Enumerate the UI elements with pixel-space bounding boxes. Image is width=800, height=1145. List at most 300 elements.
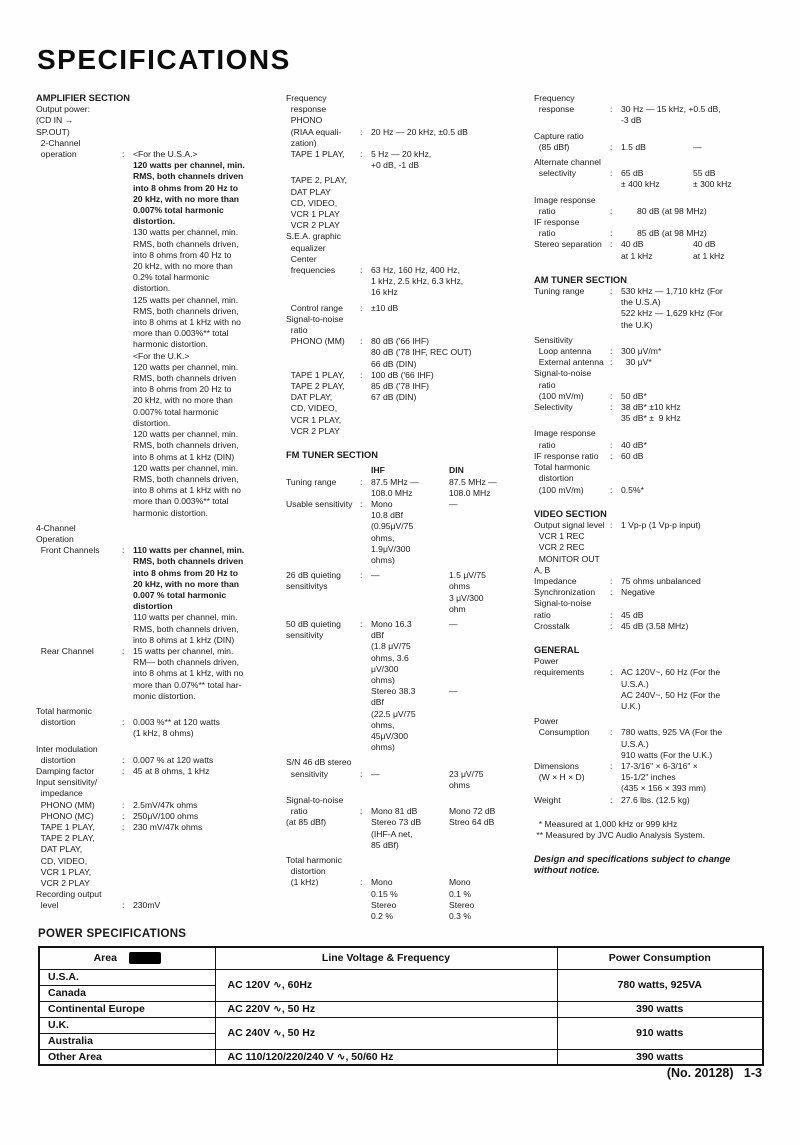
spec-colon: : bbox=[610, 760, 613, 771]
redaction-box bbox=[129, 952, 161, 964]
power-cell: 910 watts bbox=[557, 1017, 763, 1049]
spec-line bbox=[286, 709, 534, 720]
spec-line bbox=[286, 347, 534, 358]
spec-line bbox=[286, 359, 534, 370]
spec-value-din: 55 dB bbox=[693, 168, 716, 179]
spec-line bbox=[36, 788, 286, 799]
spec-value: 110 watts per channel, min. bbox=[133, 545, 245, 556]
spec-line bbox=[36, 579, 286, 590]
spec-line bbox=[36, 717, 286, 728]
spec-label: Operation bbox=[36, 533, 74, 544]
spec-line bbox=[534, 610, 794, 621]
spec-line bbox=[36, 160, 286, 171]
spec-line bbox=[286, 381, 534, 392]
spec-line bbox=[534, 690, 794, 701]
spec-value: dBf bbox=[371, 630, 384, 641]
spec-line bbox=[534, 656, 794, 667]
area-cell: U.K. bbox=[39, 1017, 215, 1033]
spec-line bbox=[36, 171, 286, 182]
spec-line bbox=[36, 463, 286, 474]
spec-line bbox=[36, 844, 286, 855]
spec-value: 80 dB ('78 IHF, REC OUT) bbox=[371, 347, 472, 358]
spec-value-din: 1.5 μV/75 bbox=[449, 570, 486, 581]
spec-value-din: ± 300 kHz bbox=[693, 179, 732, 190]
spec-value: distortion bbox=[133, 601, 173, 612]
spec-value: Negative bbox=[621, 587, 655, 598]
spec-value: into 8 ohms from 20 Hz to bbox=[133, 182, 239, 193]
spec-colon: : bbox=[360, 618, 363, 629]
spec-value: 35 dB* ± 9 kHz bbox=[621, 413, 681, 424]
spec-value-ihf: at 1 kHz bbox=[621, 250, 653, 261]
spec-value-ihf: 0.2 % bbox=[371, 911, 393, 922]
spec-line bbox=[286, 465, 534, 476]
spec-value-ihf: Mono bbox=[371, 498, 393, 509]
spec-line bbox=[286, 555, 534, 566]
power-specifications-table bbox=[38, 946, 764, 1066]
spec-value-din: 87.5 MHz — bbox=[449, 476, 497, 487]
spec-value: RMS, both channels driven, bbox=[133, 473, 239, 484]
spec-line bbox=[286, 855, 534, 866]
spec-value: U.S.A.) bbox=[621, 678, 649, 689]
spec-label: Recording output bbox=[36, 889, 102, 900]
spec-label: ratio bbox=[286, 806, 308, 817]
spec-value-din: Mono 72 dB bbox=[449, 806, 496, 817]
spec-value: the U.K) bbox=[621, 319, 653, 330]
spec-label: level bbox=[36, 900, 59, 911]
spec-colon: : bbox=[122, 545, 125, 556]
spec-line bbox=[534, 380, 794, 391]
spec-label: VCR 1 PLAY, bbox=[36, 866, 92, 877]
spec-label: CD, VIDEO, bbox=[36, 855, 88, 866]
spec-label: sensitivitys bbox=[286, 581, 328, 592]
spec-line bbox=[36, 261, 286, 272]
spec-line bbox=[36, 127, 286, 138]
spec-value: 20 kHz, with no more than bbox=[133, 193, 240, 204]
spec-line bbox=[286, 664, 534, 675]
voltage-cell: AC 240V ∿, 50 Hz bbox=[215, 1017, 557, 1049]
section-heading: AMPLIFIER SECTION bbox=[36, 93, 131, 103]
spec-column-am-video-general bbox=[534, 93, 794, 877]
spec-line bbox=[36, 601, 286, 612]
spec-value: distortion. bbox=[133, 216, 176, 227]
spec-value-din: — bbox=[449, 498, 458, 509]
spec-colon: : bbox=[360, 498, 363, 509]
spec-label: Total harmonic bbox=[534, 462, 590, 473]
spec-label: VCR 2 PLAY bbox=[286, 425, 340, 436]
spec-label: Front Channels bbox=[36, 545, 100, 556]
spec-colon: : bbox=[122, 754, 125, 765]
spec-line bbox=[534, 402, 794, 413]
spec-label: equalizer bbox=[286, 242, 326, 253]
spec-label: Impedance bbox=[534, 575, 577, 586]
spec-line bbox=[286, 619, 534, 630]
spec-line bbox=[534, 598, 794, 609]
spec-value: ohms) bbox=[371, 554, 395, 565]
spec-value: more than 0.003%** total bbox=[133, 496, 229, 507]
power-cell: 390 watts bbox=[557, 1049, 763, 1065]
spec-label: Total harmonic bbox=[286, 855, 342, 865]
spec-label: PHONO bbox=[286, 115, 323, 126]
table-row bbox=[39, 1001, 763, 1017]
spec-colon: : bbox=[610, 205, 613, 216]
spec-value: distortion. bbox=[133, 283, 171, 294]
spec-value-ihf: Mono 81 dB bbox=[371, 806, 418, 817]
spec-line bbox=[286, 149, 534, 160]
spec-value: 20 Hz — 20 kHz, ±0.5 dB bbox=[371, 126, 468, 137]
spec-colon: : bbox=[122, 799, 125, 810]
spec-label: TAPE 1 PLAY, bbox=[286, 149, 345, 160]
spec-value-din: ohms bbox=[449, 779, 471, 790]
page-number: (No. 20128) 1-3 bbox=[666, 1066, 762, 1080]
spec-line bbox=[286, 104, 534, 115]
spec-line bbox=[534, 357, 794, 368]
spec-line bbox=[286, 93, 534, 104]
spec-line bbox=[286, 911, 534, 922]
spec-line bbox=[36, 407, 286, 418]
power-cell: 780 watts, 925VA bbox=[557, 969, 763, 1001]
spec-label: (85 dBf) bbox=[534, 141, 570, 152]
spec-line bbox=[36, 706, 286, 717]
spec-value: ±10 dB bbox=[371, 302, 399, 313]
spec-label: ratio bbox=[534, 379, 556, 390]
spec-value-din: 23 μV/75 bbox=[449, 768, 484, 779]
spec-colon: : bbox=[610, 439, 613, 450]
spec-line bbox=[286, 370, 534, 381]
spec-value: distortion. bbox=[133, 417, 171, 428]
spec-value: 0.007 % at 120 watts bbox=[133, 754, 214, 765]
spec-colon: : bbox=[610, 519, 613, 530]
spec-line bbox=[36, 138, 286, 149]
spec-value: 300 μV/m* bbox=[621, 346, 662, 357]
spec-line bbox=[36, 856, 286, 867]
spec-label: operation bbox=[36, 149, 77, 160]
spec-line bbox=[286, 198, 534, 209]
power-specifications-section bbox=[38, 928, 762, 1066]
spec-value-ihf: 0.15 % bbox=[371, 888, 398, 899]
spec-line bbox=[286, 877, 534, 888]
spec-line bbox=[534, 346, 794, 357]
spec-value: U.S.A.) bbox=[621, 738, 649, 749]
spec-value: 110 watts per channel, min. bbox=[133, 612, 238, 623]
spec-line bbox=[286, 336, 534, 347]
spec-line bbox=[286, 806, 534, 817]
spec-value-din: 0.3 % bbox=[449, 911, 471, 922]
spec-line bbox=[36, 496, 286, 507]
spec-value: more than 0.003%** total bbox=[133, 328, 229, 339]
spec-line bbox=[286, 769, 534, 780]
spec-line bbox=[534, 565, 794, 576]
spec-value: more than 0.07%** total har- bbox=[133, 679, 242, 690]
spec-value: RM— both channels driven, bbox=[133, 657, 240, 668]
spec-line bbox=[286, 544, 534, 555]
spec-line bbox=[36, 878, 286, 889]
spec-line bbox=[36, 755, 286, 766]
spec-line bbox=[36, 766, 286, 777]
voltage-cell: AC 220V ∿, 50 Hz bbox=[215, 1001, 557, 1017]
spec-colon: : bbox=[122, 900, 125, 911]
spec-value: 85 dB (at 98 MHz) bbox=[637, 228, 707, 239]
spec-line bbox=[534, 772, 794, 783]
spec-line bbox=[534, 739, 794, 750]
spec-column-fm-tuner bbox=[286, 93, 534, 922]
spec-label: Consumption bbox=[534, 727, 590, 738]
spec-value: ohms) bbox=[371, 674, 395, 685]
spec-colon: : bbox=[610, 484, 613, 495]
spec-label: Dimensions bbox=[534, 760, 579, 771]
spec-label: Damping factor bbox=[36, 765, 95, 776]
spec-line bbox=[36, 395, 286, 406]
spec-line bbox=[534, 428, 794, 439]
spec-colon: : bbox=[610, 228, 613, 239]
spec-line bbox=[534, 451, 794, 462]
spec-line bbox=[36, 283, 286, 294]
spec-line bbox=[534, 485, 794, 496]
spec-value-ihf: 40 dB bbox=[621, 239, 644, 250]
spec-line bbox=[286, 630, 534, 641]
section-heading: FM TUNER SECTION bbox=[286, 450, 378, 461]
spec-value: into 8 ohms from 20 Hz to bbox=[133, 384, 232, 395]
spec-line bbox=[36, 680, 286, 691]
spec-line bbox=[286, 287, 534, 298]
spec-colon: : bbox=[610, 587, 613, 598]
spec-line bbox=[286, 675, 534, 686]
spec-label: response bbox=[534, 104, 575, 115]
spec-line bbox=[534, 727, 794, 738]
spec-line bbox=[36, 811, 286, 822]
spec-value: 100 dB ('66 IHF) bbox=[371, 369, 434, 380]
spec-line bbox=[534, 131, 794, 142]
spec-line bbox=[534, 206, 794, 217]
spec-colon: : bbox=[122, 822, 125, 832]
spec-value: AC 240V~, 50 Hz (For the bbox=[621, 689, 721, 700]
spec-value-din: at 1 kHz bbox=[693, 250, 725, 261]
spec-line bbox=[534, 104, 794, 115]
spec-line bbox=[286, 900, 534, 911]
spec-label: (at 85 dBf) bbox=[286, 817, 327, 828]
spec-value: ohms, bbox=[371, 719, 395, 730]
spec-colon: : bbox=[610, 450, 613, 461]
spec-line bbox=[36, 556, 286, 567]
spec-colon: : bbox=[360, 768, 363, 779]
area-cell: Continental Europe bbox=[39, 1001, 215, 1017]
spec-line bbox=[534, 795, 794, 806]
spec-value: 522 kHz — 1,629 kHz (For bbox=[621, 308, 723, 319]
spec-line bbox=[286, 604, 534, 615]
spec-value: into 8 ohms at 1 kHz (DIN) bbox=[133, 634, 235, 645]
footnote: * Measured at 1,000 kHz or 999 kHz bbox=[534, 818, 678, 829]
spec-colon: : bbox=[610, 239, 613, 250]
spec-value: 20 kHz, with no more than bbox=[133, 578, 240, 589]
spec-colon: : bbox=[610, 168, 613, 179]
spec-line bbox=[534, 667, 794, 678]
spec-colon: : bbox=[122, 765, 125, 776]
spec-label: (100 mV/m) bbox=[534, 484, 584, 495]
table-row bbox=[39, 1049, 763, 1065]
spec-label: IF response bbox=[534, 217, 580, 228]
spec-colon: : bbox=[610, 141, 613, 152]
spec-label: VCR 1 PLAY, bbox=[286, 414, 342, 425]
spec-label: MONITOR OUT bbox=[534, 553, 600, 564]
spec-value-ihf: 1.5 dB bbox=[621, 141, 646, 152]
spec-label: Output signal level bbox=[534, 519, 605, 530]
spec-label: zation) bbox=[286, 137, 317, 148]
spec-value: RMS, both channels driven, bbox=[133, 623, 239, 634]
spec-line bbox=[534, 679, 794, 690]
spec-line bbox=[36, 800, 286, 811]
spec-line bbox=[36, 624, 286, 635]
spec-label: TAPE 2 PLAY, bbox=[36, 833, 95, 844]
spec-label: PHONO (MM) bbox=[286, 336, 345, 347]
spec-value: 5 Hz — 20 kHz, bbox=[371, 149, 432, 160]
spec-line bbox=[286, 780, 534, 791]
spec-label: (100 mV/m) bbox=[534, 390, 584, 401]
spec-label: Sensitivity bbox=[534, 334, 573, 345]
spec-value: 0.007% total harmonic bbox=[133, 406, 219, 417]
spec-value-din: Streo 64 dB bbox=[449, 817, 495, 828]
spec-value-din: 3 μV/300 bbox=[449, 592, 484, 603]
spec-line bbox=[36, 657, 286, 668]
spec-line bbox=[36, 867, 286, 878]
spec-line bbox=[286, 415, 534, 426]
page-title: SPECIFICATIONS bbox=[37, 44, 291, 75]
spec-line bbox=[286, 581, 534, 592]
spec-value: μV/300 bbox=[371, 663, 399, 674]
spec-value: (IHF-A net, bbox=[371, 828, 413, 839]
spec-line bbox=[534, 308, 794, 319]
spec-value: harmonic distortion. bbox=[133, 339, 208, 350]
spec-colon: : bbox=[610, 667, 613, 678]
spec-label: TAPE 2, PLAY, bbox=[286, 175, 347, 186]
spec-line bbox=[36, 339, 286, 350]
spec-line bbox=[286, 521, 534, 532]
spec-label: Signal-to-noise bbox=[286, 794, 344, 805]
spec-line bbox=[286, 138, 534, 149]
spec-line bbox=[534, 761, 794, 772]
spec-label: Crosstalk bbox=[534, 620, 570, 631]
spec-value-ihf: — bbox=[371, 570, 380, 581]
spec-colon: : bbox=[610, 609, 613, 620]
spec-label: selectivity bbox=[534, 168, 577, 179]
spec-label: ratio bbox=[534, 228, 556, 239]
spec-label: Power bbox=[534, 716, 559, 727]
spec-label: Selectivity bbox=[534, 402, 573, 413]
spec-line bbox=[534, 286, 794, 297]
spec-value-din: — bbox=[693, 141, 702, 152]
spec-value: 230mV bbox=[133, 900, 161, 911]
spec-value-din: DIN bbox=[449, 465, 464, 476]
spec-line bbox=[286, 488, 534, 499]
spec-colon: : bbox=[360, 369, 363, 380]
spec-line bbox=[36, 590, 286, 601]
spec-label: DAT PLAY bbox=[286, 186, 331, 197]
spec-label: Usable sensitivity bbox=[286, 498, 353, 509]
spec-colon: : bbox=[360, 476, 363, 487]
spec-line bbox=[286, 889, 534, 900]
spec-line bbox=[534, 157, 794, 168]
spec-line bbox=[36, 440, 286, 451]
spec-label: Input sensitivity/ bbox=[36, 777, 98, 788]
spec-line bbox=[534, 251, 794, 262]
spec-line bbox=[286, 254, 534, 265]
voltage-cell: AC 110/120/220/240 V ∿, 50/60 Hz bbox=[215, 1049, 557, 1065]
spec-value: <For the U.S.A.> bbox=[133, 149, 198, 160]
spec-line bbox=[286, 795, 534, 806]
spec-line bbox=[534, 93, 794, 104]
spec-value: 125 watts per channel, min. bbox=[133, 294, 239, 305]
spec-line bbox=[534, 440, 794, 451]
spec-value: RMS, both channels driven bbox=[133, 171, 244, 182]
spec-value-din: Stereo bbox=[449, 899, 475, 910]
spec-line bbox=[36, 523, 286, 534]
disclaimer-note: without notice. bbox=[534, 865, 600, 876]
spec-label: Tuning range bbox=[534, 286, 585, 297]
area-header-label: Area bbox=[93, 952, 117, 965]
spec-label: PHONO (MC) bbox=[36, 810, 94, 821]
spec-value: 85 dBf) bbox=[371, 839, 399, 850]
spec-value: (1 kHz, 8 ohms) bbox=[133, 728, 194, 739]
spec-colon: : bbox=[122, 717, 125, 728]
spec-label: frequencies bbox=[286, 265, 336, 276]
spec-value: RMS, both channels driven, bbox=[133, 238, 239, 249]
spec-line bbox=[534, 750, 794, 761]
spec-value: (0.95μV/75 bbox=[371, 521, 414, 532]
spec-colon: : bbox=[360, 877, 363, 888]
spec-line bbox=[534, 520, 794, 531]
spec-value-ihf: 108.0 MHz bbox=[371, 487, 413, 498]
spec-line bbox=[534, 239, 794, 250]
spec-value-ihf: 87.5 MHz — bbox=[371, 476, 419, 487]
spec-line bbox=[286, 209, 534, 220]
spec-line bbox=[36, 568, 286, 579]
spec-line bbox=[36, 216, 286, 227]
column-header-area bbox=[39, 947, 215, 969]
spec-line bbox=[534, 473, 794, 484]
spec-value: 45 at 8 ohms, 1 kHz bbox=[133, 765, 210, 776]
spec-value: -3 dB bbox=[621, 115, 642, 126]
spec-colon: : bbox=[122, 645, 125, 656]
spec-line bbox=[36, 239, 286, 250]
spec-label: CD, VIDEO, bbox=[286, 197, 338, 208]
spec-line bbox=[286, 276, 534, 287]
spec-line bbox=[36, 194, 286, 205]
spec-value: (22.5 μV/75 bbox=[371, 708, 416, 719]
spec-line bbox=[286, 127, 534, 138]
spec-value-ihf: Mono bbox=[371, 877, 393, 888]
spec-label: Capture ratio bbox=[534, 130, 584, 141]
spec-line bbox=[534, 413, 794, 424]
area-cell: Other Area bbox=[39, 1049, 215, 1065]
spec-value: 120 watts per channel, min. bbox=[133, 462, 239, 473]
spec-label: Synchronization bbox=[534, 587, 596, 598]
spec-value: +0 dB, -1 dB bbox=[371, 160, 420, 171]
spec-value: 15 watts per channel, min. bbox=[133, 645, 234, 656]
spec-line bbox=[286, 303, 534, 314]
spec-label: Control range bbox=[286, 302, 343, 313]
spec-label: Inter modulation bbox=[36, 743, 98, 754]
spec-value: 20 kHz, with no more than bbox=[133, 261, 233, 272]
spec-label: Signal-to-noise bbox=[534, 598, 592, 609]
spec-value: 120 watts per channel, min. bbox=[133, 361, 239, 372]
spec-label: Signal-to-noise bbox=[534, 368, 592, 379]
spec-value: 85 dB ('78 IHF) bbox=[371, 381, 429, 392]
spec-value: ohms, bbox=[371, 532, 395, 543]
spec-value: 530 kHz — 1,710 kHz (For bbox=[621, 286, 723, 297]
spec-value: ohms) bbox=[371, 742, 395, 753]
spec-line bbox=[36, 635, 286, 646]
spec-line bbox=[36, 272, 286, 283]
spec-line bbox=[286, 265, 534, 276]
spec-value: U.K.) bbox=[621, 700, 641, 711]
